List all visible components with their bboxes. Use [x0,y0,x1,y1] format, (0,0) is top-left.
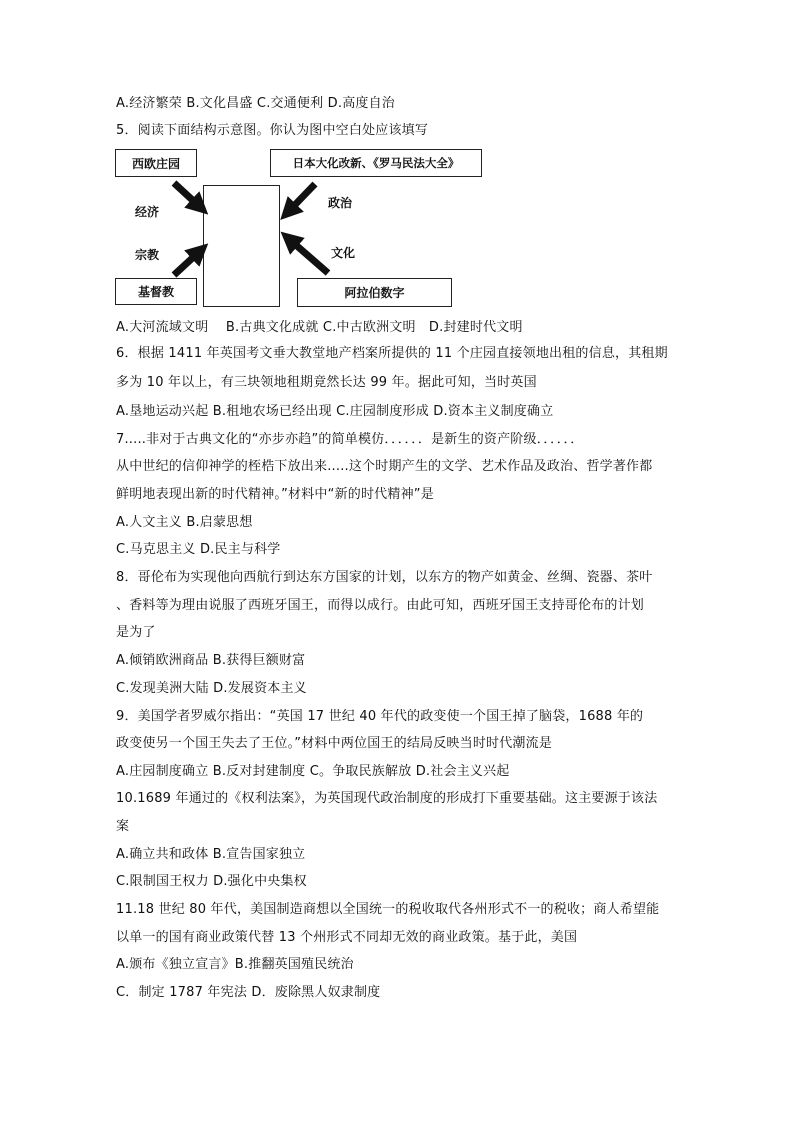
question-11-options-cd: C．制定 1787 年宪法 D．废除黑人奴隶制度 [116,985,381,1000]
question-10-options-cd: C.限制国王权力 D.强化中央集权 [116,874,307,889]
label-culture: 文化 [331,246,356,260]
arrow-economy [174,183,200,207]
label-politics: 政治 [328,196,353,210]
question-8-stem-1: 8．哥伦布为实现他向西航行到达东方国家的计划，以东方的物产如黄金、丝绸、瓷器、茶叶 [116,570,653,585]
question-10-stem-2: 案 [116,819,130,834]
question-9-stem-1: 9．美国学者罗威尔指出：“英国 17 世纪 40 年代的政变使一个国王掉了脑袋，1688 年的 [116,709,644,724]
label-religion: 宗教 [135,248,160,262]
structure-diagram [112,147,492,310]
question-6-options: A.垦地运动兴起 B.租地农场已经出现 C.庄园制度形成 D.资本主义制度确立 [116,404,554,419]
question-7-stem-2: 从中世纪的信仰神学的桎梏下放出来.....这个时期产生的文学、艺术作品及政治、哲学著作都 [116,459,653,474]
question-7-stem-3: 鲜明地表现出新的时代精神。”材料中“新的时代精神”是 [116,487,434,502]
box-western-manor: 西欧庄园 [115,149,197,177]
box-christianity: 基督教 [115,278,197,305]
question-9-stem-2: 政变使另一个国王失去了王位。”材料中两位国王的结局反映当时时代潮流是 [116,736,553,751]
arrow-culture [289,239,328,273]
arrow-religion [174,251,200,275]
question-10-options-ab: A.确立共和政体 B.宣告国家独立 [116,847,306,862]
question-11-stem-1: 11.18 世纪 80 年代，美国制造商想以全国统一的税收取代各州形式不一的税收；商人希望能 [116,902,660,917]
arrow-politics [288,184,315,212]
question-5-stem: 5．阅读下面结构示意图。你认为图中空白处应该填写 [116,123,429,138]
diagram-arrows [112,147,492,310]
question-7-stem-1: 7.....非对于古典文化的“亦步亦趋”的简单模仿．．．．．．是新生的资产阶级．．．．．． [116,432,584,447]
question-9-options: A.庄园制度确立 B.反对封建制度 C。争取民族解放 D.社会主义兴起 [116,764,510,779]
question-10-stem-1: 10.1689 年通过的《权利法案》，为英国现代政治制度的形成打下重要基础。这主要源于该法 [116,791,658,806]
question-8-stem-2: 、香料等为理由说服了西班牙国王，而得以成行。由此可知，西班牙国王支持哥伦布的计划 [116,598,645,613]
question-8-options-ab: A.倾销欧洲商品 B.获得巨额财富 [116,653,306,668]
question-8-stem-3: 是为了 [116,625,156,640]
question-6-stem-2: 多为 10 年以上，有三块领地租期竟然长达 99 年。据此可知，当时英国 [116,375,537,390]
box-taika-roman-law: 日本大化改新、《罗马民法大全》 [270,149,482,177]
question-7-options-cd: C.马克思主义 D.民主与科学 [116,542,281,557]
question-7-options-ab: A.人文主义 B.启蒙思想 [116,515,253,530]
box-arabic-numerals: 阿拉伯数字 [297,278,452,307]
question-5-options: A.大河流域文明 B.古典文化成就 C.中古欧洲文明 D.封建时代文明 [116,320,523,335]
line-1: A.经济繁荣 B.文化昌盛 C.交通便利 D.高度自治 [116,96,395,111]
label-economy: 经济 [135,205,160,219]
question-11-stem-2: 以单一的国有商业政策代替 13 个州形式不同却无效的商业政策。基于此，美国 [116,930,578,945]
question-8-options-cd: C.发现美洲大陆 D.发展资本主义 [116,681,307,696]
question-11-options-ab: A.颁布《独立宣言》B.推翻英国殖民统治 [116,957,354,972]
question-6-stem-1: 6．根据 1411 年英国考文垂大教堂地产档案所提供的 11 个庄园直接领地出租的信息，其租期 [116,346,668,361]
